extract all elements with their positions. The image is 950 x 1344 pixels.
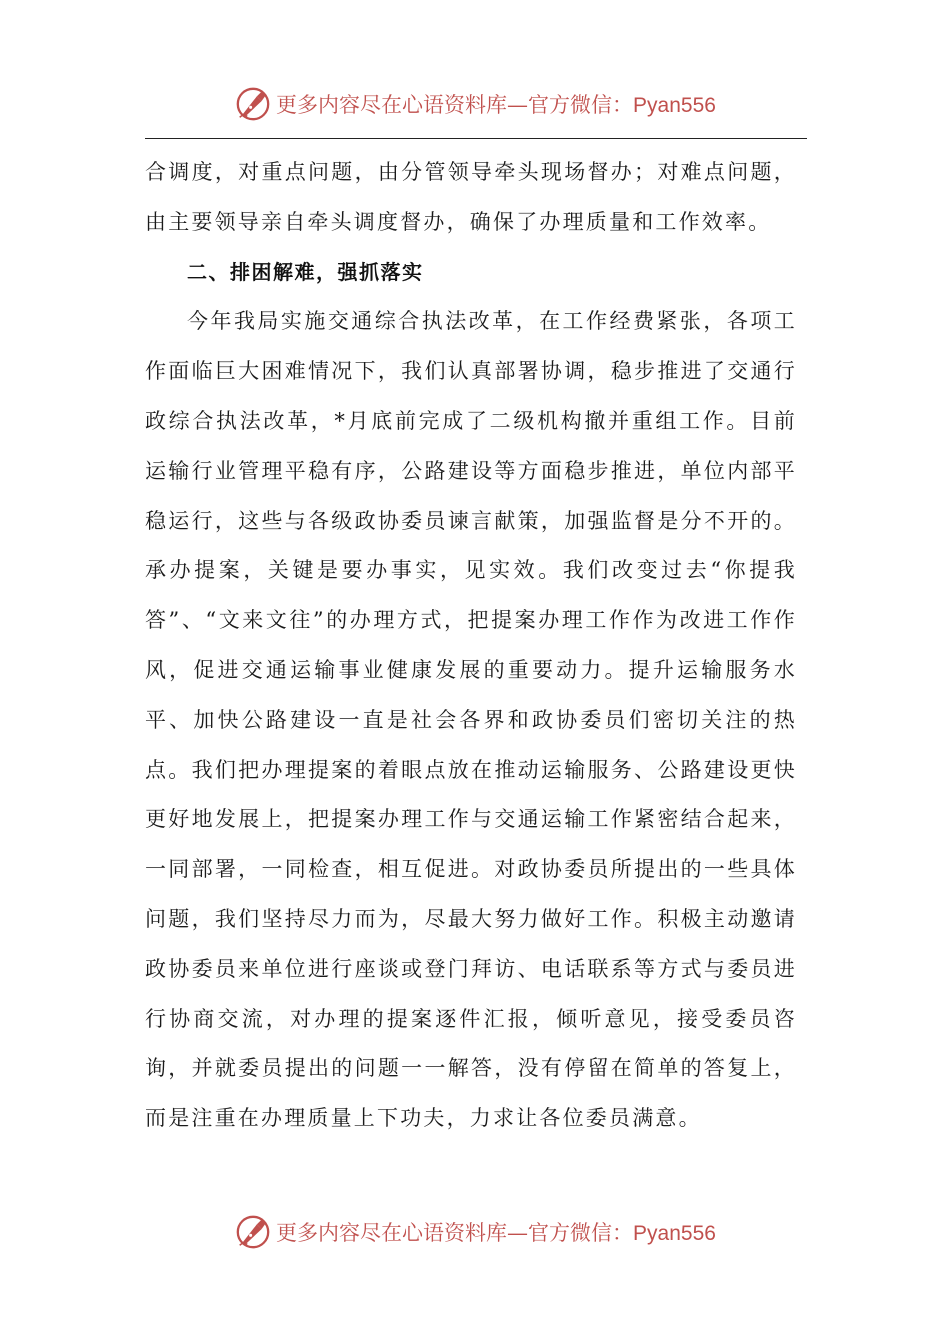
- header-banner: [0, 80, 950, 128]
- pen-nib-logo-icon: [234, 1213, 272, 1251]
- document-body: [145, 148, 797, 1144]
- footer-separator: —: [507, 1221, 529, 1245]
- pen-nib-logo-icon: [234, 85, 272, 123]
- header-wechat-label: 官方微信：: [528, 93, 634, 117]
- paragraph-continued: 合调度，对重点问题，由分管领导牵头现场督办；对难点问题，由主要领导亲自牵头调度督办，确保了办理质量和工作效率。: [145, 160, 797, 234]
- header-wechat-id: Pyan556: [633, 94, 716, 117]
- header-site-name: 更多内容尽在心语资料库: [276, 93, 508, 117]
- header-divider: [145, 138, 807, 139]
- header-banner-text: [276, 89, 716, 119]
- section-heading-2: 二、排困解难，强抓落实: [187, 259, 424, 284]
- footer-banner: [0, 1208, 950, 1256]
- paragraph-section-2: 今年我局实施交通综合执法改革，在工作经费紧张，各项工作面临巨大困难情况下，我们认真部署协调，稳步推进了交通行政综合执法改革，*月底前完成了二级机构撤并重组工作。目前运输行业管理平稳有序，公路建设等方面稳步推进，单位内部平稳运行，这些与各级政协委员谏言献策，加强监督是分不开的。承办提案，关键是要办事实，见实效。我们改变过去“你提我答”、“文来文往”的办理方式，把提案办理工作作为改进工作作风，促进交通运输事业健康发展的重要动力。提升运输服务水平、加快公路建设一直是社会各界和政协委员们密切关注的热点。我们把办理提案的着眼点放在推动运输服务、公路建设更快更好地发展上，把提案办理工作与交通运输工作紧密结合起来，一同部署，一同检查，相互促进。对政协委员所提出的一些具体问题，我们坚持尽力而为，尽最大努力做好工作。积极主动邀请政协委员来单位进行座谈或登门拜访、电话联系等方式与委员进行协商交流，对办理的提案逐件汇报，倾听意见，接受委员咨询，并就委员提出的问题一一解答，没有停留在简单的答复上，而是注重在办理质量上下功夫，力求让各位委员满意。: [145, 309, 797, 1131]
- header-separator: —: [507, 93, 529, 117]
- footer-wechat-label: 官方微信：: [528, 1221, 634, 1245]
- footer-banner-text: [276, 1217, 716, 1247]
- footer-site-name: 更多内容尽在心语资料库: [276, 1221, 508, 1245]
- footer-wechat-id: Pyan556: [633, 1222, 716, 1245]
